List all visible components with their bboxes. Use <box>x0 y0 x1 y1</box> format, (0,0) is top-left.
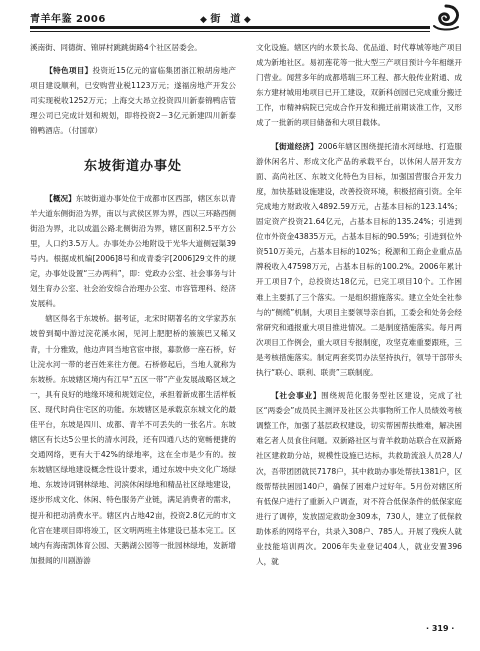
social-affairs-tag: 【社会事业】 <box>271 391 322 401</box>
history-paragraph: 辖区得名于东坡桥。据考证，北宋时期著名的文学家苏东坡曾到蜀中游过浣花溪水闲，见河上肥肥桥的簇簇巴又稀又青，十分雅致，他边声同当地官宦申报，募款修一座石桥，好让浣水河一带的老百姓来往方便。石桥修起后，当地人就称为东坡桥。东坡辖区境内有江早“五区一带”产业发展战略区域之一，具有良好的地缘环境和规划定位，承担着新成都生活样板区、现代时尚住宅区的功能。东坡辖区是承载京东城文化的最佳平台，东坡是四川、成都、青羊不可丢失的一张名片。东坡辖区有长达5公里长的清水河段，还有四通八达的宽畅便捷的交通网络，更有大于42%的绿地率，这在全市是少有的。按东坡辖区绿地建设概念性设计要求，通过东坡中央文化广场绿地、东坡诗词钢林绿地、河滨休闲绿地和精品社区绿地建设，逐步形成文化、休闲、特色服务产业链，满足消费者的需求，提升和把动消费水平。辖区内占地42亩，投资2.8亿元的市文化宫在建项目即将竣工，区文明两班主体建设已基本完工。区域内有海南凯体育公园、天鹅湖公园等一批园林绿地，发新增加报闻的川剧游游 <box>30 314 236 565</box>
overview-tag: 【概况】 <box>45 193 76 203</box>
yearbook-title: 青羊年鉴 2006 <box>30 14 106 25</box>
featured-project-paragraph <box>30 63 236 138</box>
section-name: 街 道 <box>210 14 241 25</box>
economy-tag: 【街道经济】 <box>271 141 318 151</box>
header-rule-thin <box>30 31 430 32</box>
featured-project-tag: 【特色项目】 <box>45 66 93 76</box>
diamond-icon: ◆ <box>243 15 251 25</box>
swirl-logo-icon <box>430 2 462 32</box>
header-rule-thick <box>30 26 430 29</box>
diamond-icon: ◆ <box>200 15 207 25</box>
page-number: · 319 · <box>426 624 455 633</box>
continued-paragraph: 文化设施。辖区内的水景长岛、优品道、时代尊城等地产项目成为新地社区。易初莲花等一批大型三产项目预计今年相继开门营业。闻营多年的成都塔瑞三环工程、都大般传业附通、成东方建材城用地项目已开工建设，双新科创园已完成重分搬迁工作，市精神病院已完成合作开发和搬迁前期谈准工作，又形成了一批新的项目储备和大项目载体。 <box>256 43 462 128</box>
office-title: 东坡街道办事处 <box>83 158 182 174</box>
right-column <box>256 40 462 569</box>
intro-continued: 溪南街、同德街、锦屏村跳跳街路4个社区居委会。 <box>30 43 202 52</box>
running-header <box>30 0 462 34</box>
featured-project-text: 投资近15亿元的富临集团浙江粮胡房地产项目建设顺利，已安购营业税1123万元；遂福房地产开发公司实现税收1252万元；上海交大昂立投资四川新泰锦鸭店管理公司已完成计划和规划，即将投资2－3亿元新建四川新泰锦鸭酒店。（付国章） <box>30 66 237 136</box>
overview-paragraph <box>30 191 236 312</box>
social-affairs-text: 围绕规范化服务型社区建设，完成了社区“两委会”成员民主测评及社区公共事物所工作人员绩效考核调整工作，加强了基层政权建设，切实帮困帮扶维难，解决困难乞者人员食住问题。双新路社区与青羊救助站联合在双新路社区建救助分站，规模性设施已达标，共救助流浪人员28人/次，吾带团团就民7178户，其中救助办事处帮扶1381户，区级帮帮扶困园140户，确保了困难户过好年。5月份对辖区所有低保户进行了重新入户调查，对不符合低保条件的低保家庭进行了调停，发放固定救助金309本，730人，建立了低保救助体系的网络平台，共录入308户、785人。开展了残疾人就业技能培训两次。2006年失业登记404人，就业安置396人，就 <box>256 391 462 567</box>
economy-paragraph <box>256 139 462 381</box>
left-column <box>30 40 236 568</box>
overview-text: 东坡街道办事处位于成都市区西部，辖区东以青羊大道东侧街沿为界，南以与武侯区界为界，西以三环路西侧街沿为界，北以成温公路北侧街沿为界，辖区面积2.5平方公里，人口约3.5万人。办事处办公地附设于光华大道侧冠渠39号内。根据成机编[2006]8号和成青委字[2006]29文件的规定，办事处设置“三办两科”，即：党政办公室、社会事务与计划生育办公室、社会治安综合治理办公室、市容管理科、经济发展科。 <box>30 193 237 309</box>
section-header <box>200 10 251 25</box>
social-affairs-paragraph <box>256 388 462 569</box>
economy-text: 2006年辖区围绕提托清水河绿地、打造服游休闲名片、形成文化产品的承载平台，以休闲人居开发方面、高尚社区、东坡文化特色为目标，加强国营服合开发力度，加快基础设施建设，改善投资环境，积极招商引资。全年完成地方财政收入4892.59万元，占基本目标的123.14%；固定资产投资21.64亿元，占基本目标的135.24%；引进到位市外资金43835万元，占基本目标的90.59%；引进到位外资510万美元，占基本目标的102%；税源和工商企业重点品牌税收入47598万元，占基本目标的100.2%。2006年累计开工项目7个，总投资达18亿元，已完工项目10个。工作困难上主要抓了三个落实。一是组织措施落实。建立全处全社参与的“侧缆”机制，大项目主要领导亲自抓，工委会和处务会经常研究和通报重大项目推进情况。二是制度措施落实。每月两次项目工作例会，重大项目专报制度，攻坚克难重要跟班，三是考核措施落实。制定两套奖罚办法坚持执行，领导干部带头执行“联心、联利、联责”三联制度。 <box>256 141 463 377</box>
